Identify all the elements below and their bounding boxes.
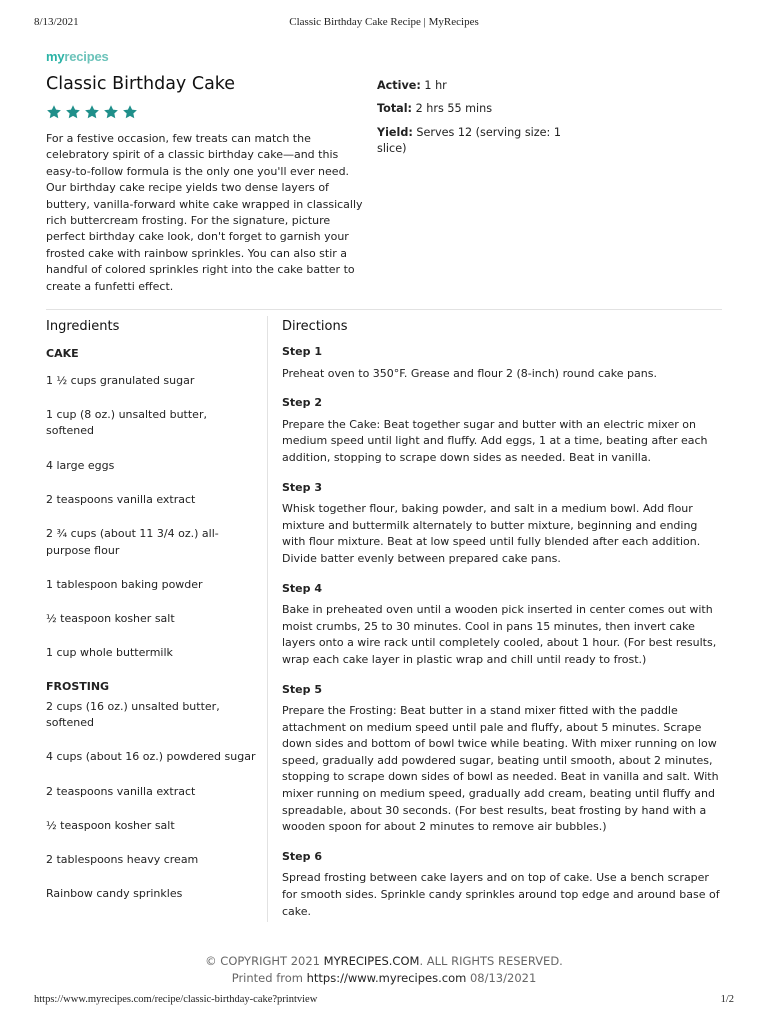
step-label: Step 5 <box>282 682 322 696</box>
page-footer <box>0 953 768 987</box>
recipe-meta <box>377 78 567 165</box>
recipe-summary: For a festive occasion, few treats can match the celebratory spirit of a classic birthday cake—and this easy-to-follow formula is the only one you'll ever need. Our birthday cake recipe yields two dense layers of buttery, vanilla-forward white cake wrapped in classically rich buttercream frosting. For the signature, picture perfect birthday cake look, don't forget to garnish your frosted cake with rainbow sprinkles. You can also stir a handful of colored sprinkles right into the cake batter to create a funfetti effect. <box>46 132 363 293</box>
ingredient-item: 4 cups (about 16 oz.) powdered sugar <box>46 750 256 764</box>
ingredient-item: 1 ½ cups granulated sugar <box>46 373 195 387</box>
step-label: Step 4 <box>282 581 322 595</box>
star-icon <box>65 104 81 120</box>
ingredient-item: 2 teaspoons vanilla extract <box>46 492 196 506</box>
logo-recipes: recipes <box>64 49 109 64</box>
print-page-title: Classic Birthday Cake Recipe | MyRecipes <box>289 16 479 28</box>
step-text: Bake in preheated oven until a wooden pick inserted in center comes out with moist crumbs, 25 to 30 minutes. Cool in pans 15 minutes, then invert cake layers onto a wire rack until completely cooled, about 1 hour. (For best results, wrap each cake layer in plastic wrap and chill until ready to frost.) <box>282 603 717 666</box>
ingredient-item: 2 ¾ cups (about 11 3/4 oz.) all-purpose flour <box>46 526 219 557</box>
meta-total-value: 2 hrs 55 mins <box>415 102 493 116</box>
frosting-ingredients <box>46 679 256 920</box>
star-icon <box>103 104 119 120</box>
direction-step <box>282 344 722 382</box>
printed-date: 08/13/2021 <box>466 971 537 985</box>
step-text: Prepare the Cake: Beat together sugar and butter with an electric mixer on medium speed until light and fluffy. Add eggs, 1 at a time, beating after each addition, stopping to scrape down sides as needed. Beat in vanilla. <box>282 417 708 464</box>
column-divider <box>267 316 268 922</box>
meta-total-label: Total: <box>377 102 413 116</box>
ingredient-item: 2 cups (16 oz.) unsalted butter, softened <box>46 699 220 730</box>
meta-yield-value: Serves 12 (serving size: 1 slice) <box>377 125 561 156</box>
ingredient-item: ½ teaspoon kosher salt <box>46 611 175 625</box>
ingredient-item: 4 large eggs <box>46 458 115 472</box>
step-label: Step 1 <box>282 345 322 358</box>
direction-step <box>282 682 722 836</box>
star-icon <box>84 104 100 120</box>
direction-step <box>282 849 722 920</box>
step-text: Whisk together flour, baking powder, and salt in a medium bowl. Add flour mixture and buttermilk alternately to butter mixture, beginning and ending with flour mixture. Beat at low speed until fully blended after each addition. Divide batter evenly between prepared cake pans. <box>282 502 701 565</box>
step-text: Prepare the Frosting: Beat butter in a stand mixer fitted with the paddle attachment on medium speed until pale and fluffy, about 5 minutes. Scrape down sides and bottom of bowl twice while beating. With mixer running on low speed, gradually add powdered sugar, beating until smooth, about 2 minutes, stopping to scrape down sides of bowl as needed. Beat in vanilla and salt. With mixer running on medium speed, gradually add cream, beating until fluffy and spreadable, about 30 seconds. (For best results, beat frosting by hand with a wooden spoon for about 2 minutes to remove air bubbles.) <box>282 704 719 834</box>
direction-step <box>282 480 722 568</box>
frosting-heading: FROSTING <box>46 680 110 693</box>
section-divider <box>46 309 722 310</box>
cake-ingredients <box>46 346 256 679</box>
direction-step <box>282 581 722 669</box>
cake-heading: CAKE <box>46 347 79 360</box>
step-label: Step 2 <box>282 396 322 410</box>
printed-prefix: Printed from <box>231 971 307 985</box>
copyright-suffix: . ALL RIGHTS RESERVED. <box>419 954 563 968</box>
step-label: Step 3 <box>282 480 322 494</box>
print-footer <box>34 994 734 1008</box>
meta-yield-label: Yield: <box>377 125 413 139</box>
directions-list <box>282 344 722 933</box>
ingredient-item: ½ teaspoon kosher salt <box>46 818 175 832</box>
ingredient-item: 2 tablespoons heavy cream <box>46 852 199 866</box>
meta-yield <box>377 125 567 158</box>
print-url: https://www.myrecipes.com/recipe/classic-birthday-cake?printview <box>34 994 318 1005</box>
ingredient-item: Rainbow candy sprinkles <box>46 887 183 901</box>
meta-total <box>377 101 567 117</box>
ingredient-item: 2 teaspoons vanilla extract <box>46 784 196 798</box>
step-label: Step 6 <box>282 849 322 863</box>
print-date: 8/13/2021 <box>34 16 79 28</box>
print-page-number: 1/2 <box>720 994 734 1005</box>
meta-active <box>377 78 567 94</box>
step-text: Preheat oven to 350°F. Grease and flour 2 (8-inch) round cake pans. <box>282 366 657 380</box>
meta-active-label: Active: <box>377 79 421 92</box>
star-icon <box>46 104 62 120</box>
ingredient-item: 1 cup (8 oz.) unsalted butter, softened <box>46 407 207 438</box>
directions-title: Directions <box>282 319 348 334</box>
step-text: Spread frosting between cake layers and on top of cake. Use a bench scraper for smooth sides. Sprinkle candy sprinkles around top edge and around base of cake. <box>282 871 720 918</box>
direction-step <box>282 395 722 466</box>
star-icon <box>122 104 138 120</box>
myrecipes-logo[interactable] <box>46 49 109 64</box>
meta-active-value: 1 hr <box>424 79 447 92</box>
ingredient-item: 1 tablespoon baking powder <box>46 577 203 591</box>
print-header <box>34 16 734 30</box>
recipe-title: Classic Birthday Cake <box>46 74 236 94</box>
copyright-line <box>0 953 768 970</box>
printed-from-line <box>0 970 768 987</box>
copyright-brand-link[interactable]: MYRECIPES.COM <box>323 954 420 968</box>
logo-my: my <box>46 49 65 64</box>
copyright-prefix: © COPYRIGHT 2021 <box>205 954 324 968</box>
rating-stars <box>46 104 138 120</box>
ingredients-title: Ingredients <box>46 319 120 334</box>
printed-url-link[interactable]: https://www.myrecipes.com <box>306 971 467 985</box>
ingredient-item: 1 cup whole buttermilk <box>46 646 173 660</box>
